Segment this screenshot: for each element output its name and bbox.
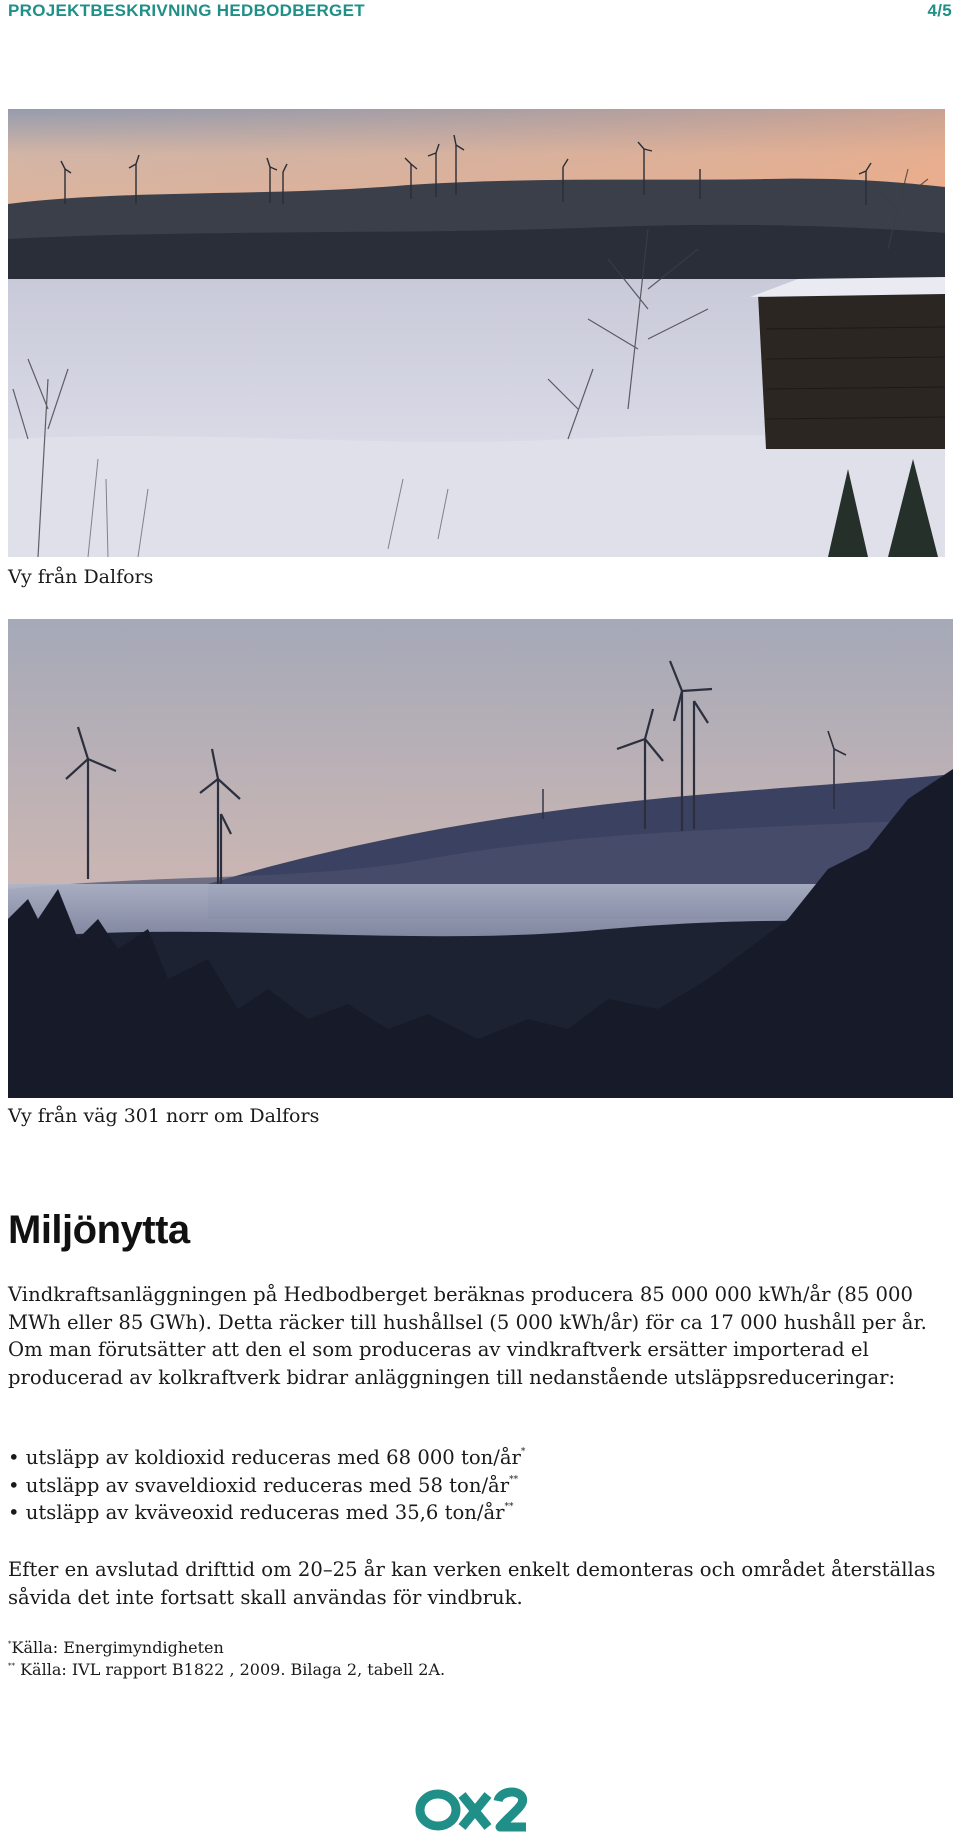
ox2-logo	[414, 1783, 544, 1833]
photo-road-301-view	[8, 619, 953, 1098]
page-header	[8, 0, 952, 22]
footnote-marker: **	[509, 1474, 519, 1485]
page-number: 4/5	[927, 1, 952, 20]
footnotes	[8, 1637, 445, 1681]
footnote: *Källa: Energimyndigheten	[8, 1638, 224, 1657]
emission-reductions-list	[8, 1444, 943, 1527]
closing-paragraph: Efter en avslutad drifttid om 20–25 år kan verken enkelt demonteras och området återställas såvida det inte fortsatt skall användas för vindbruk.	[8, 1558, 936, 1609]
list-item: • utsläpp av kväveoxid reduceras med 35,6 ton/år**	[8, 1499, 943, 1527]
section-heading: Miljönytta	[8, 1208, 190, 1252]
footnote: ** Källa: IVL rapport B1822 , 2009. Bilaga 2, tabell 2A.	[8, 1660, 446, 1679]
figure-caption: Vy från väg 301 norr om Dalfors	[8, 1105, 320, 1127]
list-item: • utsläpp av koldioxid reduceras med 68 000 ton/år*	[8, 1444, 943, 1472]
photo-dalfors-view	[8, 109, 945, 557]
list-item: • utsläpp av svaveldioxid reduceras med 58 ton/år**	[8, 1472, 943, 1500]
figure-caption: Vy från Dalfors	[8, 566, 154, 588]
footnote-marker: *	[520, 1447, 526, 1457]
document-title: PROJEKTBESKRIVNING HEDBODBERGET	[8, 1, 365, 20]
footnote-marker: **	[504, 1502, 514, 1512]
intro-paragraph: Vindkraftsanläggningen på Hedbodberget beräknas producera 85 000 000 kWh/år (85 000 MWh eller 85 GWh). Detta räcker till hushållsel (5 000 kWh/år) för ca 17 000 hushåll per år. Om man förutsätter att den el som produceras av vindkraftverk ersätter importerad el producerad av kolkraftverk bidrar anläggningen till nedanstående utsläppsreduceringar:	[8, 1283, 927, 1389]
